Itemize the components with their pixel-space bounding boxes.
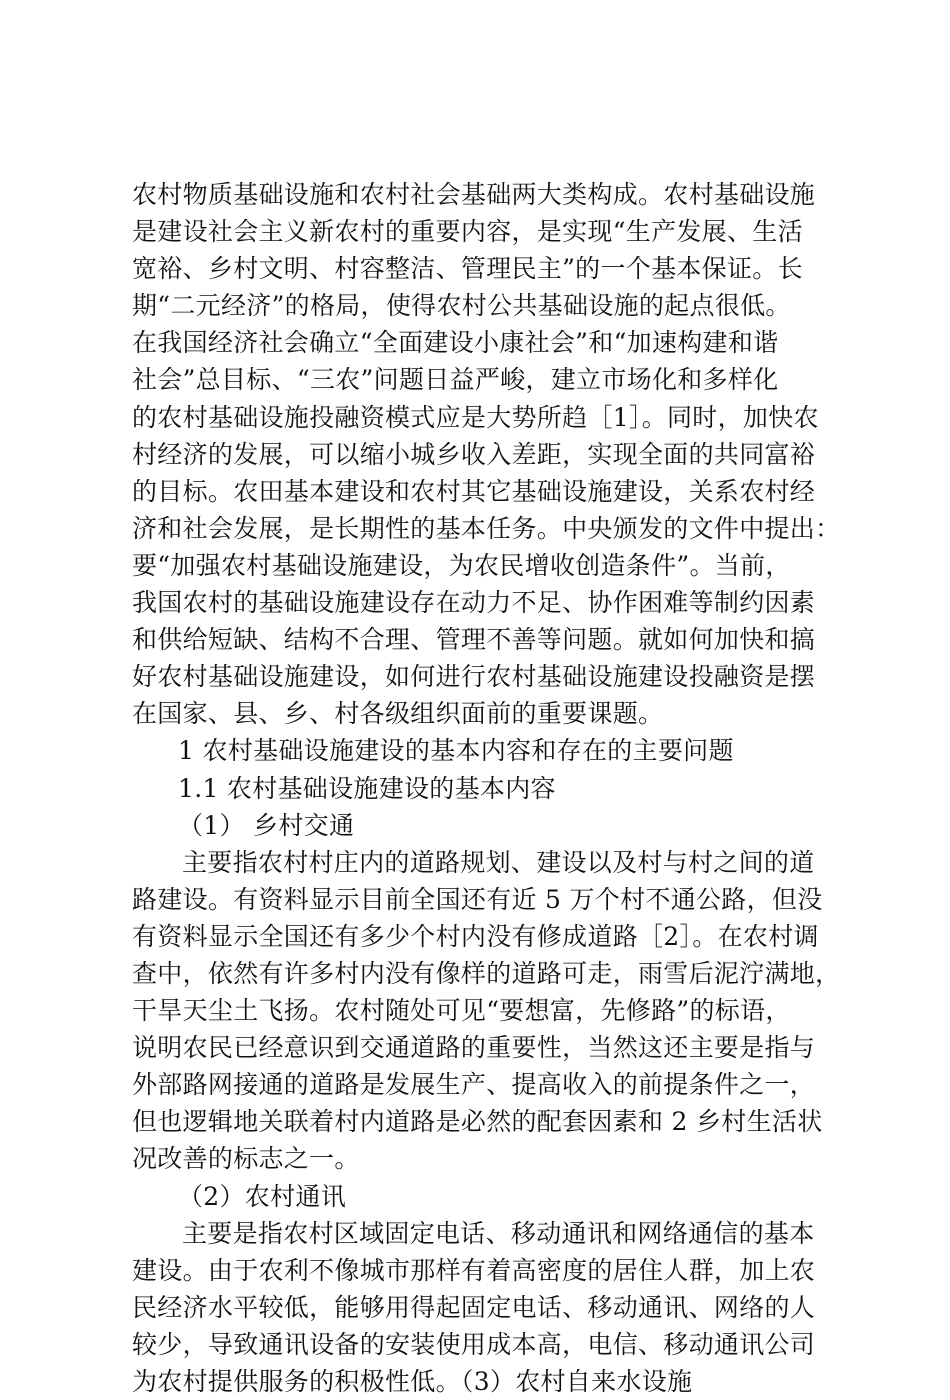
subsection-heading: 1.1 农村基础设施建设的基本内容 xyxy=(178,773,556,803)
text-line: 况改善的标志之一。 xyxy=(132,1144,360,1174)
text-line: 是建设社会主义新农村的重要内容，是实现“生产发展、生活 xyxy=(132,217,803,247)
text-line: 路建设。有资料显示目前全国还有近 5 万个村不通公路，但没 xyxy=(132,884,823,914)
text-line: 查中，依然有许多村内没有像样的道路可走，雨雪后泥泞满地， xyxy=(132,958,841,988)
text-line: 建设。由于农利不像城市那样有着高密度的居住人群，加上农 xyxy=(132,1255,816,1285)
text-line: 在国家、县、乡、村各级组织面前的重要课题。 xyxy=(132,699,664,729)
text-line: 有资料显示全国还有多少个村内没有修成道路［2］。在农村调 xyxy=(132,921,819,951)
body-text xyxy=(132,176,841,1400)
text-line: 济和社会发展，是长期性的基本任务。中央颁发的文件中提出： xyxy=(132,513,841,543)
text-line: 宽裕、乡村文明、村容整洁、管理民主”的一个基本保证。长 xyxy=(132,254,803,284)
text-line: 但也逻辑地关联着村内道路是必然的配套因素和 2 乡村生活状 xyxy=(132,1107,823,1137)
text-line: 和供给短缺、结构不合理、管理不善等问题。就如何加快和搞 xyxy=(132,625,816,655)
text-line: 民经济水平较低，能够用得起固定电话、移动通讯、网络的人 xyxy=(132,1292,816,1322)
text-line: 期“二元经济”的格局，使得农村公共基础设施的起点很低。 xyxy=(132,291,791,321)
text-line: 要“加强农村基础设施建设，为农民增收创造条件”。当前， xyxy=(132,550,791,580)
item-heading: （2）农村通讯 xyxy=(178,1181,347,1211)
text-line: 外部路网接通的道路是发展生产、提高收入的前提条件之一， xyxy=(132,1070,816,1100)
text-line: 社会”总目标、“三农”问题日益严峻，建立市场化和多样化 xyxy=(132,365,779,395)
text-line: 主要是指农村区域固定电话、移动通讯和网络通信的基本 xyxy=(182,1218,815,1248)
text-line: 的目标。农田基本建设和农村其它基础设施建设，关系农村经 xyxy=(132,476,816,506)
text-line: 在我国经济社会确立“全面建设小康社会”和“加速构建和谐 xyxy=(132,328,779,358)
text-line: 好农村基础设施建设，如何进行农村基础设施建设投融资是摆 xyxy=(132,662,816,692)
text-line: 说明农民已经意识到交通道路的重要性，当然这还主要是指与 xyxy=(132,1033,816,1063)
text-line: 为农村提供服务的积极性低。（3）农村自来水设施 xyxy=(132,1367,693,1396)
section-heading: 1 农村基础设施建设的基本内容和存在的主要问题 xyxy=(178,736,734,766)
text-line: 村经济的发展，可以缩小城乡收入差距，实现全面的共同富裕 xyxy=(132,439,816,469)
text-line: 较少，导致通讯设备的安装使用成本高，电信、移动通讯公司 xyxy=(132,1329,816,1359)
text-line: 主要指农村村庄内的道路规划、建设以及村与村之间的道 xyxy=(182,847,815,877)
text-line: 干旱天尘土飞扬。农村随处可见“要想富，先修路”的标语， xyxy=(132,996,791,1026)
item-heading: （1） 乡村交通 xyxy=(178,810,355,840)
text-line: 我国农村的基础设施建设存在动力不足、协作困难等制约因素 xyxy=(132,588,816,618)
text-line: 农村物质基础设施和农村社会基础两大类构成。农村基础设施 xyxy=(132,180,816,209)
text-line: 的农村基础设施投融资模式应是大势所趋［1］。同时，加快农 xyxy=(132,402,819,432)
